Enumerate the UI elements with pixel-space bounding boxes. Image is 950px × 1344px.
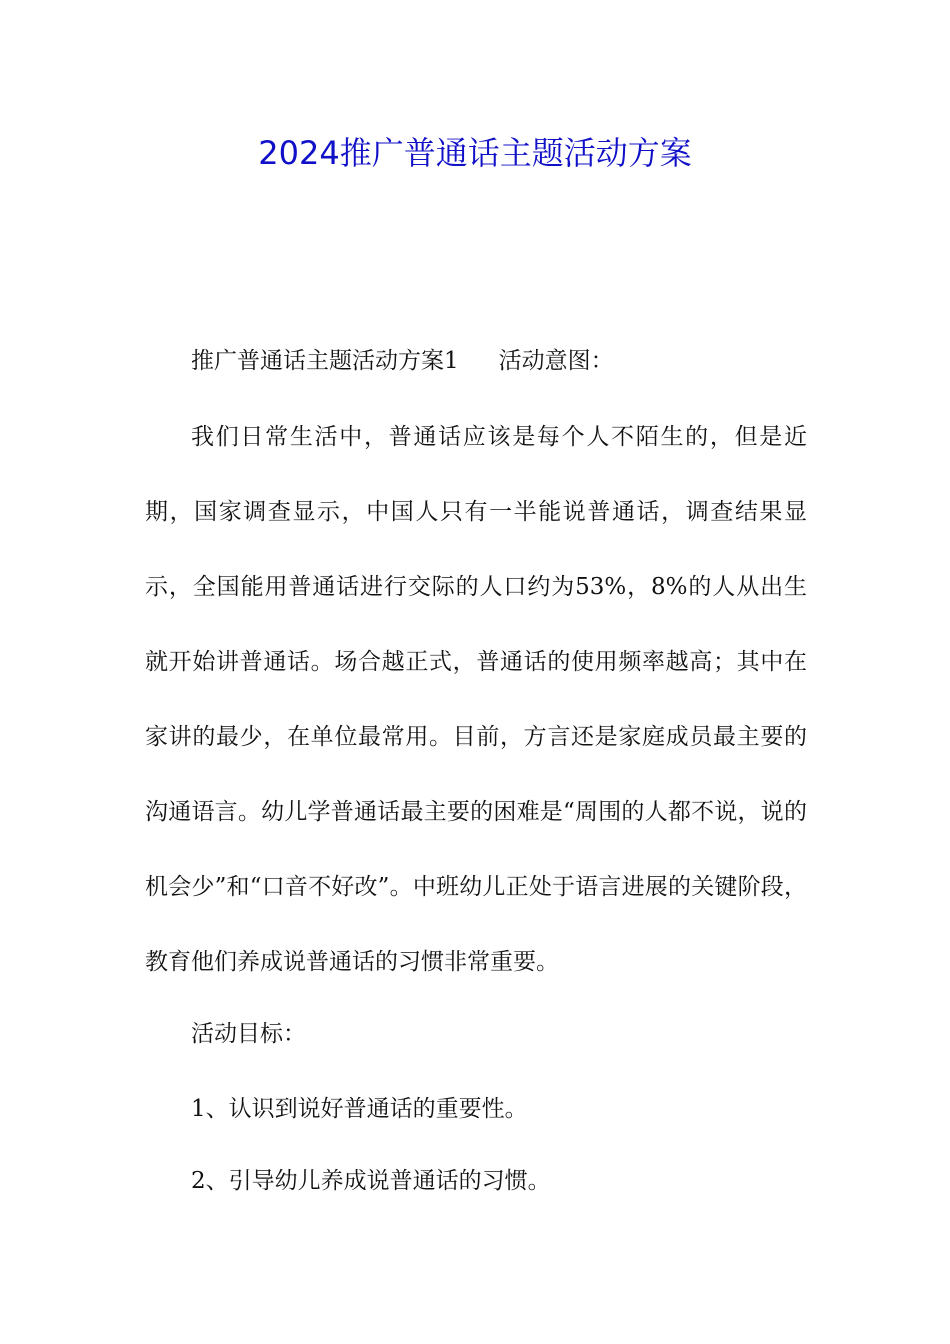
intro-heading: 推广普通话主题活动方案1	[191, 348, 459, 374]
goals-heading: 活动目标：	[191, 1021, 306, 1047]
intro-line	[191, 343, 614, 379]
goal-item-2: 2、引导幼儿养成说普通话的习惯。	[191, 1168, 551, 1194]
goal-item-1: 1、认识到说好普通话的重要性。	[191, 1096, 528, 1122]
intro-label: 活动意图：	[498, 348, 614, 374]
document-title: 2024推广普通话主题活动方案	[258, 134, 692, 172]
paragraph-purpose: 我们日常生活中，普通话应该是每个人不陌生的，但是近期，国家调查显示，中国人只有一半能说普通话，调查结果显示，全国能用普通话进行交际的人口约为53%，8%的人从出生就开始讲普通话。场合越正式，普通话的使用频率越高；其中在家讲的最少，在单位最常用。目前，方言还是家庭成员最主要的沟通语言。幼儿学普通话最主要的困难是“周围的人都不说，说的机会少”和“口音不好改”。中班幼儿正处于语言进展的关键阶段，教育他们养成说普通话的习惯非常重要。	[145, 424, 807, 975]
